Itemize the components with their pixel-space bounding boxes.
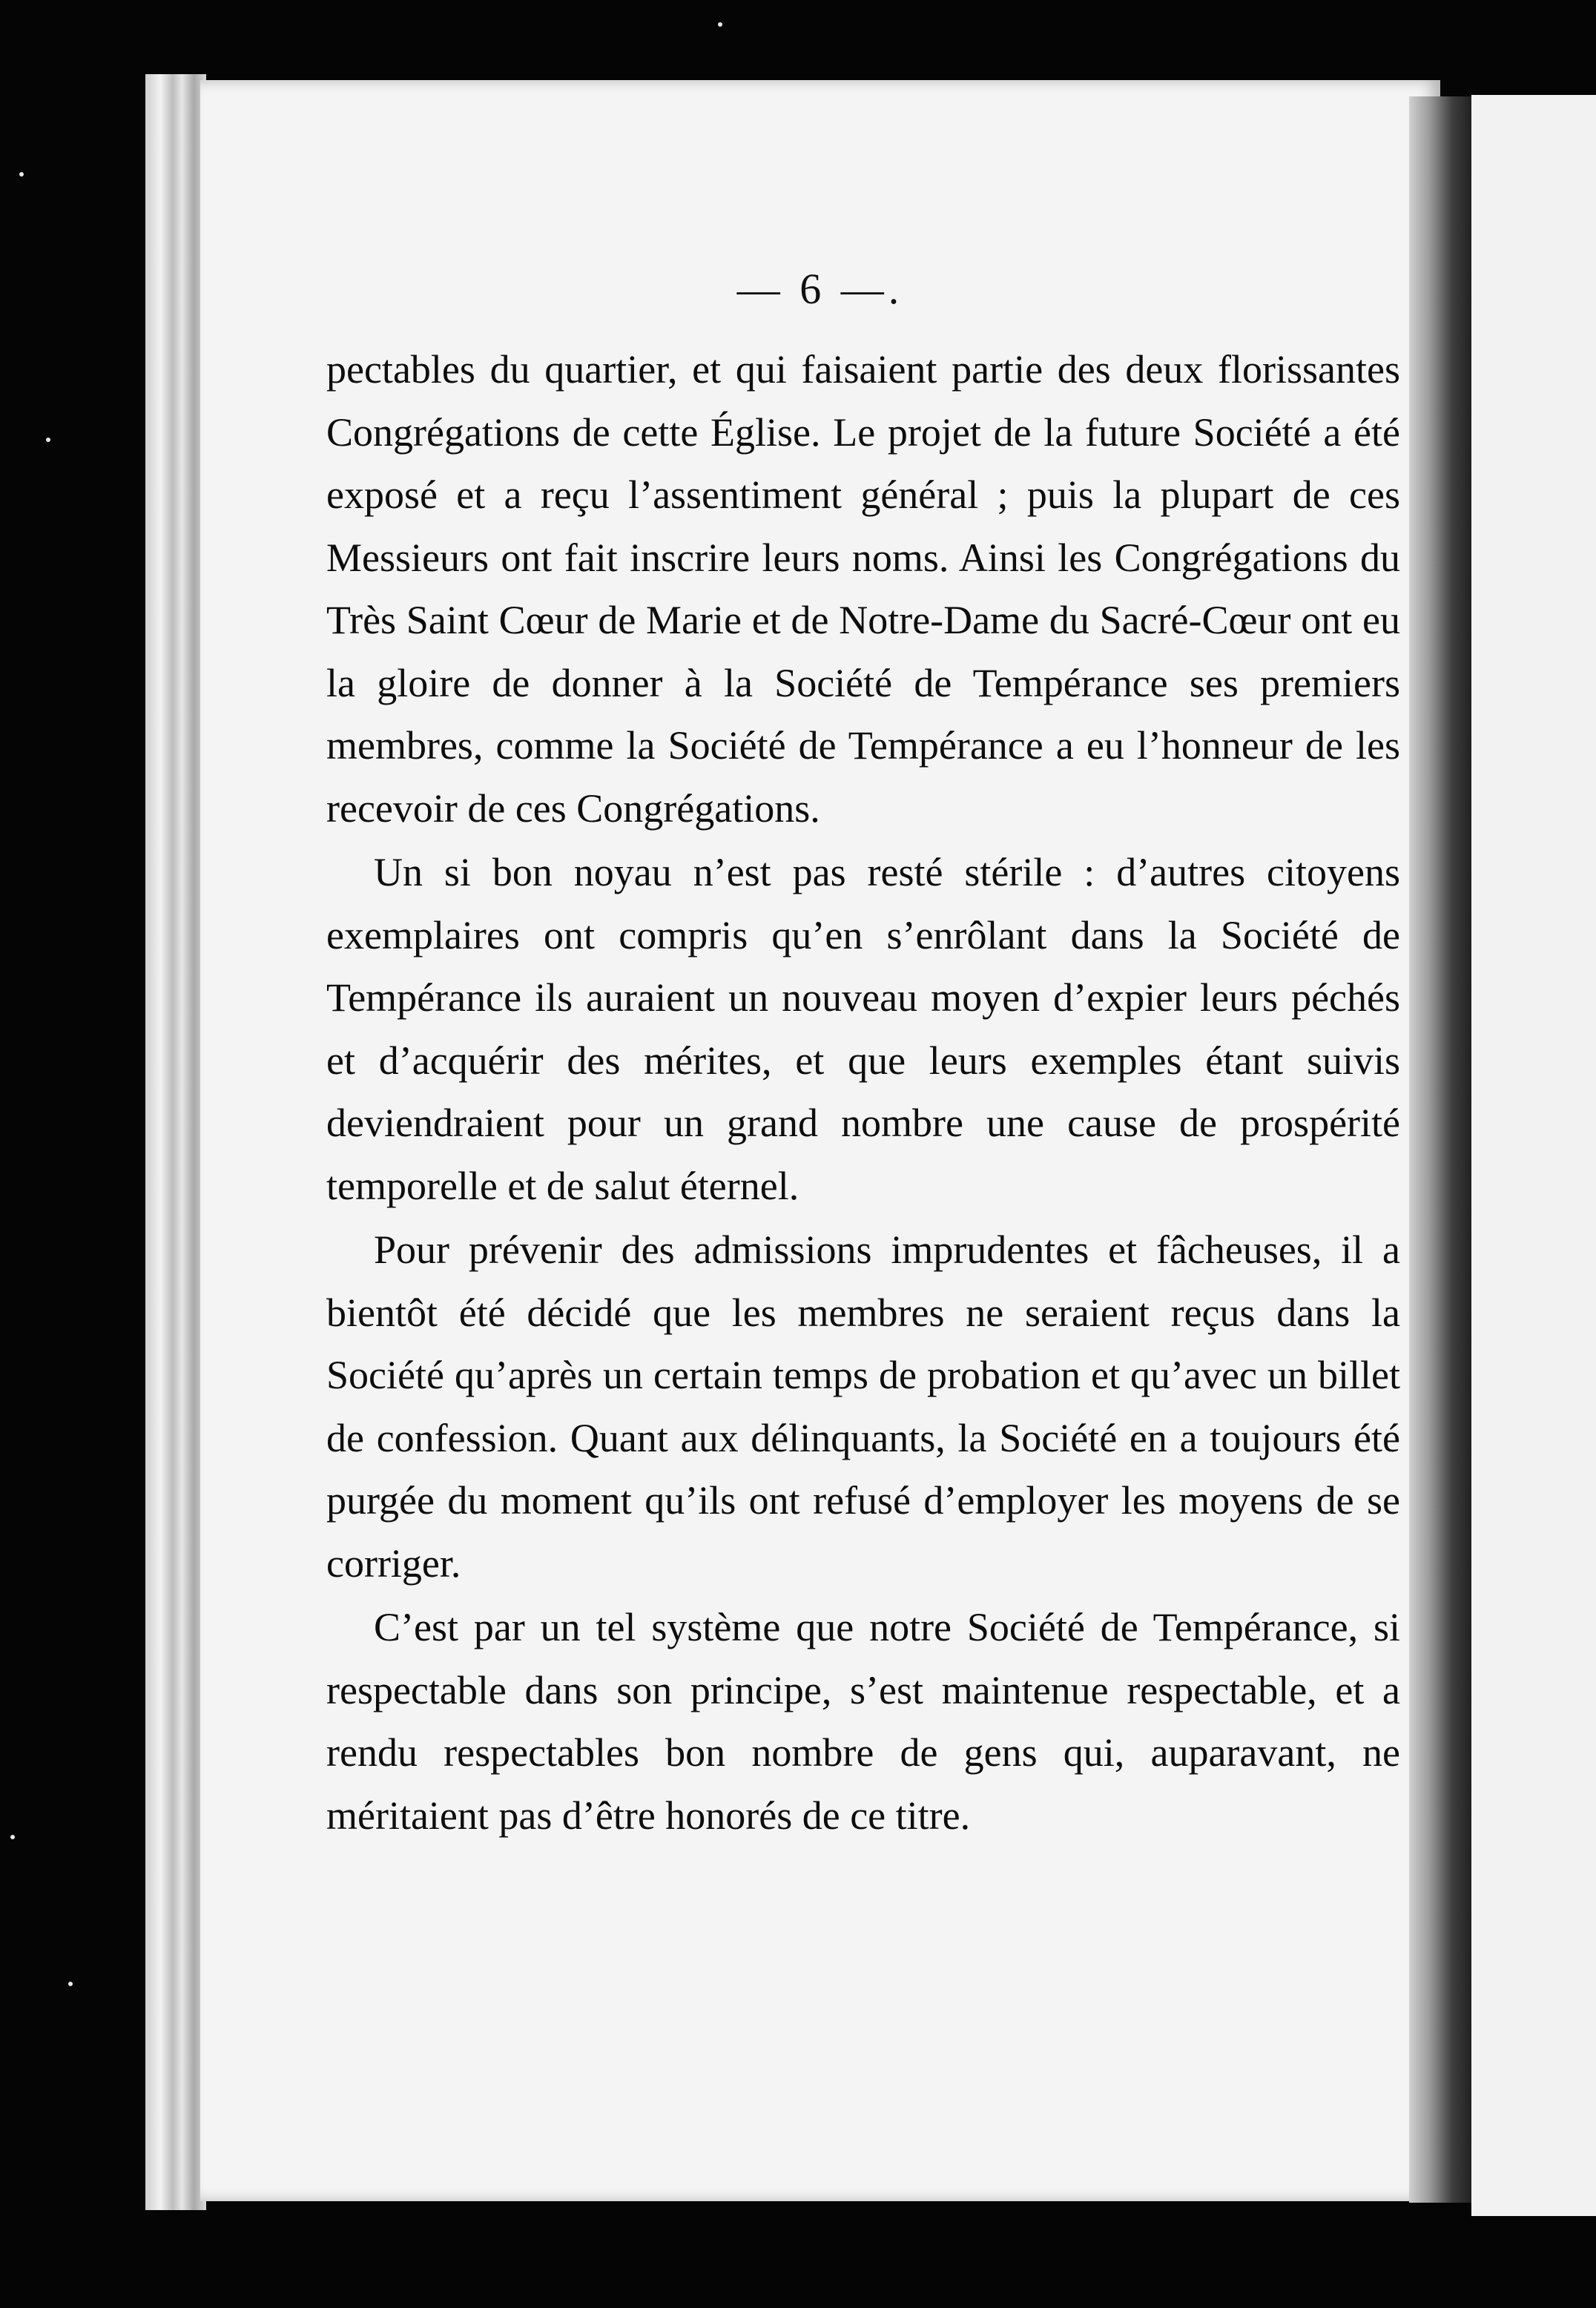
paragraph-2: Un si bon noyau n’est pas resté stérile : d’autres citoyens exemplaires ont compris qu’en s’enrôlant dans la Société de Tempérance ils auraient un nouveau moyen d’expier leurs péchés et d’acquérir des mérites, et que leurs exemples étant suivis deviendraient pour un grand nombre une cause de prospérité temporelle et de salut éternel.	[326, 850, 1400, 1208]
page-body-text	[326, 338, 1400, 1847]
next-page-edge	[1471, 95, 1596, 2216]
scan-speck	[46, 438, 50, 442]
book-page	[200, 80, 1440, 2201]
scan-speck	[68, 1982, 73, 1986]
page-number: — 6 —.	[736, 265, 904, 313]
paragraph-4: C’est par un tel système que notre Société de Tempérance, si respectable dans son principe, s’est maintenue respectable, et a rendu respectables bon nombre de gens qui, auparavant, ne méritaient pas d’être honorés de ce titre.	[326, 1605, 1400, 1838]
paragraph-1: pectables du quartier, et qui faisaient partie des deux florissantes Congrégations de cette Église. Le projet de la future Société a été exposé et a reçu l’assentiment général ; puis la plupart de ces Messieurs ont fait inscrire leurs noms. Ainsi les Congrégations du Très Saint Cœur de Marie et de Notre-Dame du Sacré-Cœur ont eu la gloire de donner à la Société de Tempérance ses premiers membres, comme la Société de Tempérance a eu l’honneur de les recevoir de ces Congrégations.	[326, 347, 1400, 831]
paragraph-3: Pour prévenir des admissions imprudentes et fâcheuses, il a bientôt été décidé que les membres ne seraient reçus dans la Société qu’après un certain temps de probation et qu’avec un billet de confession. Quant aux délinquants, la Société en a toujours été purgée du moment qu’ils ont refusé d’employer les moyens de se corriger.	[326, 1227, 1400, 1586]
scan-speck	[718, 22, 722, 27]
scan-speck	[19, 172, 24, 177]
book-page-edge	[145, 74, 206, 2210]
book-gutter-shadow	[1409, 96, 1476, 2203]
scan-speck	[10, 1835, 15, 1839]
